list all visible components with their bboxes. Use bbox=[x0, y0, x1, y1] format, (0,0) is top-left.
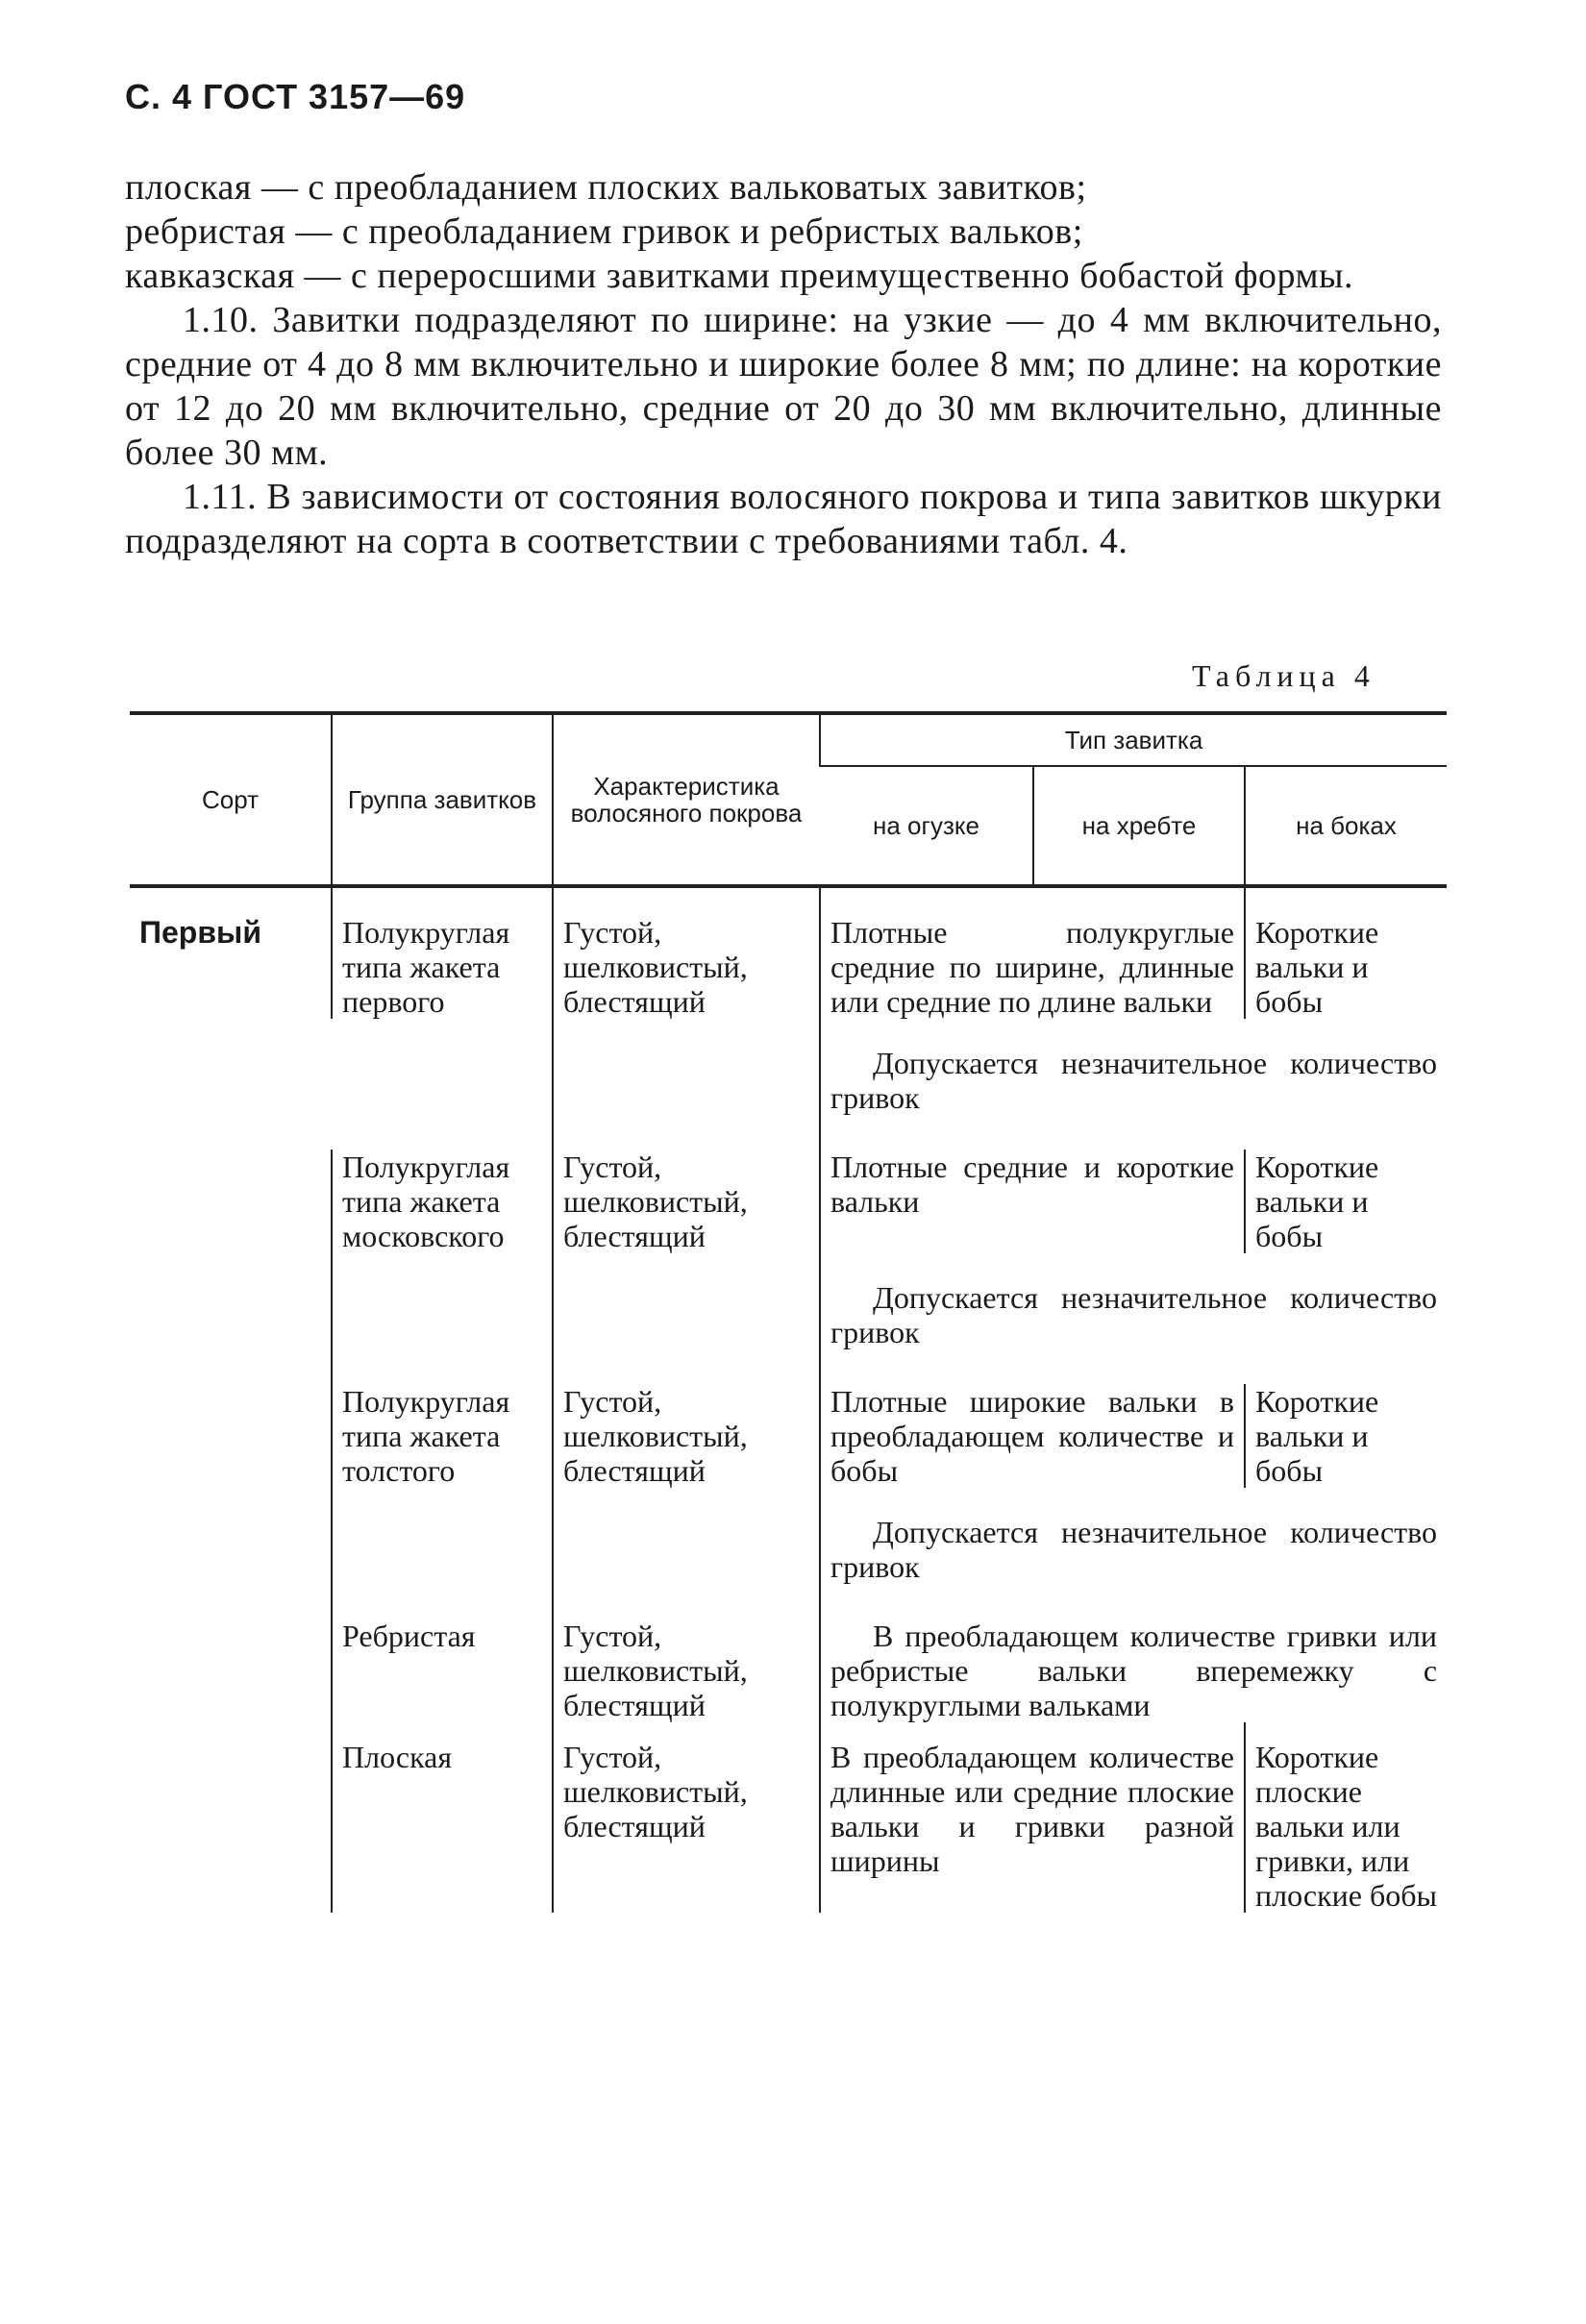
curl-group-cell: Полукруглая типа жакета московского bbox=[332, 1150, 553, 1253]
header-curl-group: Группа завитков bbox=[332, 713, 553, 886]
rump-back-curl-cell: Плотные средние и короткие вальки bbox=[820, 1150, 1245, 1253]
header-sort: Сорт bbox=[130, 713, 332, 886]
table-row bbox=[130, 1619, 1447, 1722]
paragraph-1-10: 1.10. Завитки подразделяют по ширине: на узкие — до 4 мм включительно, средние от 4 до 8 мм включительно и широкие более 8 мм; по длине: на короткие от 12 до 20 мм включительно, средние от 20 до 30 мм включительно, длинные более 30 мм. bbox=[125, 300, 1442, 473]
page-header: С. 4 ГОСТ 3157—69 bbox=[125, 77, 466, 116]
table-row bbox=[130, 1150, 1447, 1253]
header-on-rump: на огузке bbox=[820, 766, 1033, 886]
sort-name: Первый bbox=[139, 915, 262, 950]
body-text bbox=[125, 165, 1442, 563]
curl-group-cell: Полукруглая типа жакета первого bbox=[332, 915, 553, 1019]
table-row bbox=[130, 1722, 1447, 1913]
sides-curl-cell: Короткие вальки и бобы bbox=[1245, 915, 1447, 1019]
table-note-row bbox=[130, 1488, 1447, 1619]
paragraph-ribbed: ребристая — с преобладанием гривок и ребристых вальков; bbox=[125, 211, 1083, 252]
sides-curl-cell: Короткие плоские вальки или гривки, или плоские бобы bbox=[1245, 1722, 1447, 1913]
table-caption: Таблица 4 bbox=[1192, 658, 1375, 693]
sides-curl-cell: Короткие вальки и бобы bbox=[1245, 1150, 1447, 1253]
grade-table-wrapper bbox=[130, 711, 1447, 1913]
hair-characteristic-cell: Густой, шелковистый, блестящий bbox=[553, 1384, 820, 1488]
paragraph-flat: плоская — с преобладанием плоских вальковатых завитков; bbox=[125, 167, 1087, 208]
curl-group-cell: Ребристая bbox=[332, 1619, 553, 1722]
grade-table bbox=[130, 711, 1447, 1913]
paragraph-1-11: 1.11. В зависимости от состояния волосяного покрова и типа завитков шкурки подразделяют на сорта в соответствии с требованиями табл. 4. bbox=[125, 477, 1442, 561]
note-cell: Допускается незначительное количество гривок bbox=[820, 1019, 1447, 1150]
curl-group-cell: Полукруглая типа жакета толстого bbox=[332, 1384, 553, 1488]
hair-characteristic-cell: Густой, шелковистый, блестящий bbox=[553, 1619, 820, 1722]
table-note-row bbox=[130, 1253, 1447, 1384]
note-cell: Допускается незначительное количество гривок bbox=[820, 1253, 1447, 1384]
curl-group-cell: Плоская bbox=[332, 1722, 553, 1913]
hair-characteristic-cell: Густой, шелковистый, блестящий bbox=[553, 1150, 820, 1253]
table-row bbox=[130, 1384, 1447, 1488]
paragraph-caucasian: кавказская — с переросшими завитками преимущественно бобастой формы. bbox=[125, 256, 1354, 296]
header-on-sides: на боках bbox=[1245, 766, 1447, 886]
sides-curl-cell: Короткие вальки и бобы bbox=[1245, 1384, 1447, 1488]
rump-back-curl-cell: Плотные полукруглые средние по ширине, длинные или средние по длине вальки bbox=[820, 915, 1245, 1019]
hair-characteristic-cell: Густой, шелковистый, блестящий bbox=[553, 1722, 820, 1913]
rump-back-curl-cell: Плотные широкие вальки в преобладающем количестве и бобы bbox=[820, 1384, 1245, 1488]
table-row bbox=[130, 915, 1447, 1019]
header-hair-characteristic: Характеристика волосяного покрова bbox=[553, 713, 820, 886]
combined-curl-cell: В преобладающем количестве гривки или ребристые вальки вперемежку с полукруглыми вальками bbox=[820, 1619, 1447, 1722]
rump-back-curl-cell: В преобладающем количестве длинные или средние плоские вальки и гривки разной ширины bbox=[820, 1722, 1245, 1913]
note-cell: Допускается незначительное количество гривок bbox=[820, 1488, 1447, 1619]
header-on-back: на хребте bbox=[1033, 766, 1245, 886]
header-curl-type: Тип завитка bbox=[820, 713, 1447, 766]
hair-characteristic-cell: Густой, шелковистый, блестящий bbox=[553, 915, 820, 1019]
